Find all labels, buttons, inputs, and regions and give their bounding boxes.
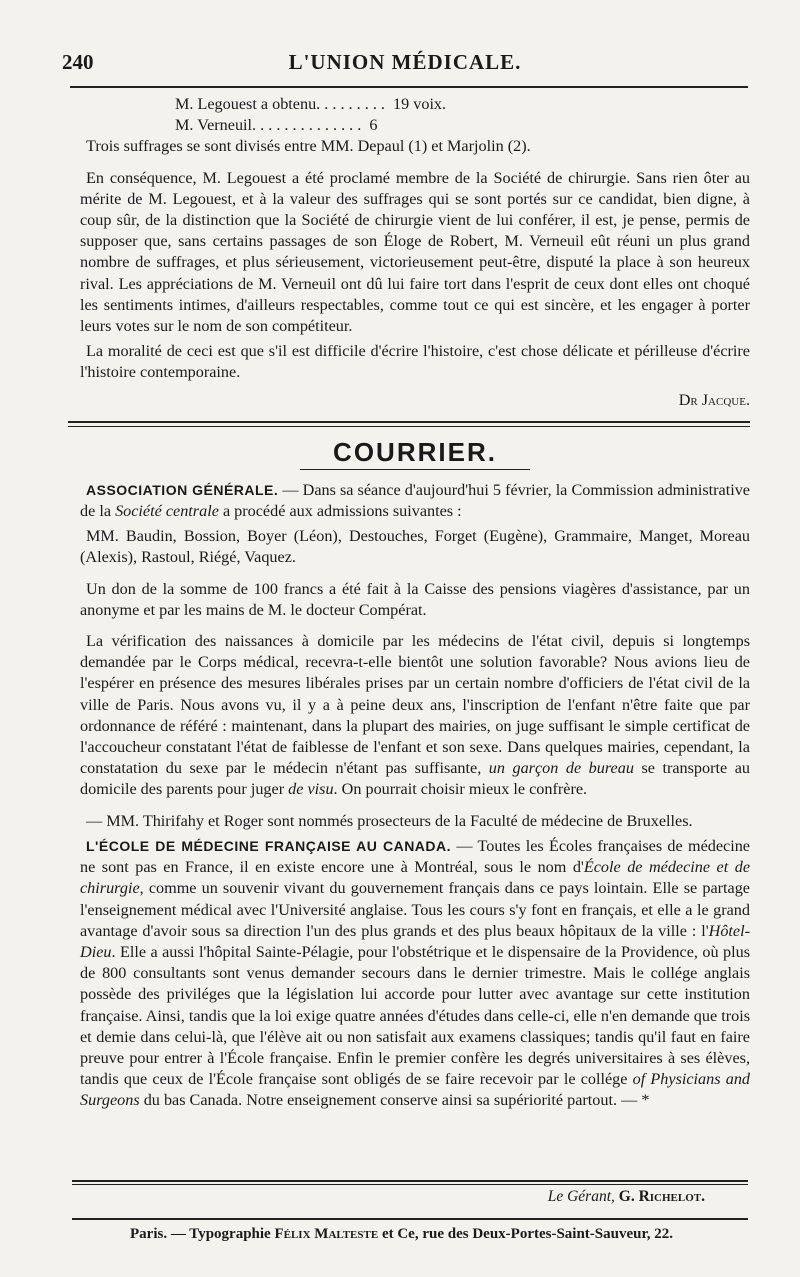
paragraph-verification [80,631,750,801]
paragraph-text: La vérification des naissances à domicile par les médecins de l'état civil, depuis si longtemps demandée par le Corps médical, recevra-t-elle bientôt une solution favorable? Nous avions lieu de l'espérer en présence des mesures libérales prises par un certain nombre d'officiers de l'état civil de la ville de Paris. Nous avons vu, il y a à peine deux ans, l'inscription de l'enfant n'être faite que par ordonnance de référé : maintenant, dans la plupart des mairies, on juge suffisant le simple certificat de l'accoucheur constatant l'état de faiblesse de l'enfant et son sexe. Dans quelques mairies, cependant, la constatation du sexe par le médecin n'étant pas suffisante, [80,632,750,778]
gerant-name: G. Richelot. [618,1188,705,1205]
section-divider [68,421,750,427]
vote-label: M. Legouest a obtenu. . . . . . . . . [175,95,385,113]
paragraph-association [80,480,750,522]
vote-count: 19 voix. [393,95,447,113]
lead-heading: L'ÉCOLE DE MÉDECINE FRANÇAISE AU CANADA. [86,837,452,854]
paragraph-prosecteurs: — MM. Thirifahy et Roger sont nommés prosecteurs de la Faculté de médecine de Bruxelles. [86,811,693,830]
footer-rule [72,1180,748,1185]
gerant-label: Le Gérant, [547,1188,615,1205]
italic-text: Société centrale [115,502,219,521]
printer-imprint [130,1226,673,1243]
paragraph-text: a procédé aux admissions suivantes : [218,502,462,521]
paragraph-text: — Dans sa séance d'aujourd'hui 5 février, la Commission administrative de la [80,480,750,521]
paragraph-text: . Elle a aussi l'hôpital Sainte-Pélagie, pour l'obstétrique et le dispensaire de la Providence, où plus de 800 consultants sont venus demander secours dans le dernier trimestre. Mais le collége anglais possède des priviléges que la législation lui accorde pour lutter avec avantage sur cette institution française. Ainsi, tandis que la loi exige quatre années d'études dans celle-ci, elle n'en demande que trois et demie dans celui-là, que l'élève ait ou non satisfait aux examens classiques; tandis qu'il faut en faire preuve pour entrer à l'École française. Enfin le premier confère les degrés universitaires à ses élèves, tandis que ceux de l'École française sont obligés de se faire recevoir par le collége [80,942,750,1089]
paragraph-text: , comme un souvenir vivant du gouvernement français dans ce pays lointain. Elle se partage l'enseignement médical avec l'Université anglaise. Tous les cours s'y font en français, et elle a le grand avantage d'avoir sous sa direction l'un des plus grands et des plus beaux hôpitaux de la ville : l' [80,879,750,940]
italic-text: Hôtel-Dieu [80,921,750,961]
lead-heading: ASSOCIATION GÉNÉRALE. [86,481,279,498]
paragraph-text: se transporte au domicile des parents pour juger [80,759,750,799]
imprint-text: Paris. — Typographie [130,1226,275,1242]
paragraph-donation: Un don de la somme de 100 francs a été fait à la Caisse des pensions viagères d'assistance, par un anonyme et par les mains de M. le docteur Compérat. [80,579,750,619]
author-signature: Dr Jacque. [678,390,750,409]
italic-text: de visu [288,780,334,799]
page-number: 240 [62,50,94,74]
italic-text: of Physicians and Surgeons [80,1070,751,1110]
vote-count: 6 [369,116,378,135]
paragraph-text: du bas Canada. Notre enseignement conserve ainsi sa supériorité partout. — * [139,1091,650,1110]
running-head [62,50,748,80]
italic-text: École de médecine et de chirurgie [80,858,751,898]
paragraph-text: — Toutes les Écoles françaises de médecine ne sont pas en France, il en existe encore une à Montréal, sous le nom d' [80,836,750,877]
paragraph-moralite: La moralité de ceci est que s'il est difficile d'écrire l'histoire, c'est chose délicate et périlleuse d'écrire l'histoire contemporaine. [80,342,750,382]
vote-line-legouest [80,94,750,115]
section-title: COURRIER. [333,436,497,467]
imprint-text: et Ce, rue des Deux-Portes-Saint-Sauveur, 22. [378,1226,674,1242]
page-body [80,94,750,1112]
header-rule [70,86,748,88]
paragraph-canada [80,836,750,1112]
paragraph-text: . On pourrait choisir mieux le confrère. [333,780,588,799]
paragraph-suffrages: Trois suffrages se sont divisés entre MM. Depaul (1) et Marjolin (2). [86,137,531,156]
paragraph-members: MM. Baudin, Bossion, Boyer (Léon), Destouches, Forget (Eugène), Grammaire, Manget, Moreau (Alexis), Rastoul, Riégé, Vaquez. [80,527,750,567]
journal-title: L'UNION MÉDICALE. [288,50,522,74]
italic-text: un garçon de bureau [488,759,634,778]
printer-name: Félix Malteste [274,1226,379,1242]
paragraph-consequence: En conséquence, M. Legouest a été proclamé membre de la Société de chirurgie. Sans rien ôter au mérite de M. Legouest, et à la valeur des suffrages qui se sont portés sur ce candidat, bien digne, à coup sûr, de la distinction que la Société de chirurgie vient de lui conférer, il est, je pense, permis de supposer que, sans certains passages de son Éloge de Robert, M. Verneuil eût réuni un plus grand nombre de suffrages, et plus sérieusement, victorieusement peut-être, disputé la place à son heureux rival. Les appréciations de M. Verneuil ont dû lui faire tort dans l'esprit de ceux dont elles ont choqué les sentiments intimes, d'ailleurs respectables, comme tout ce qui est sincère, et les engager à porter leurs votes sur le nom de son compétiteur. [80,168,750,336]
vote-line-verneuil [80,115,750,136]
gerant-line [548,1188,705,1206]
section-title-underline [300,469,530,470]
bottom-rule [72,1218,748,1220]
vote-label: M. Verneuil. . . . . . . . . . . . . . [175,116,362,135]
